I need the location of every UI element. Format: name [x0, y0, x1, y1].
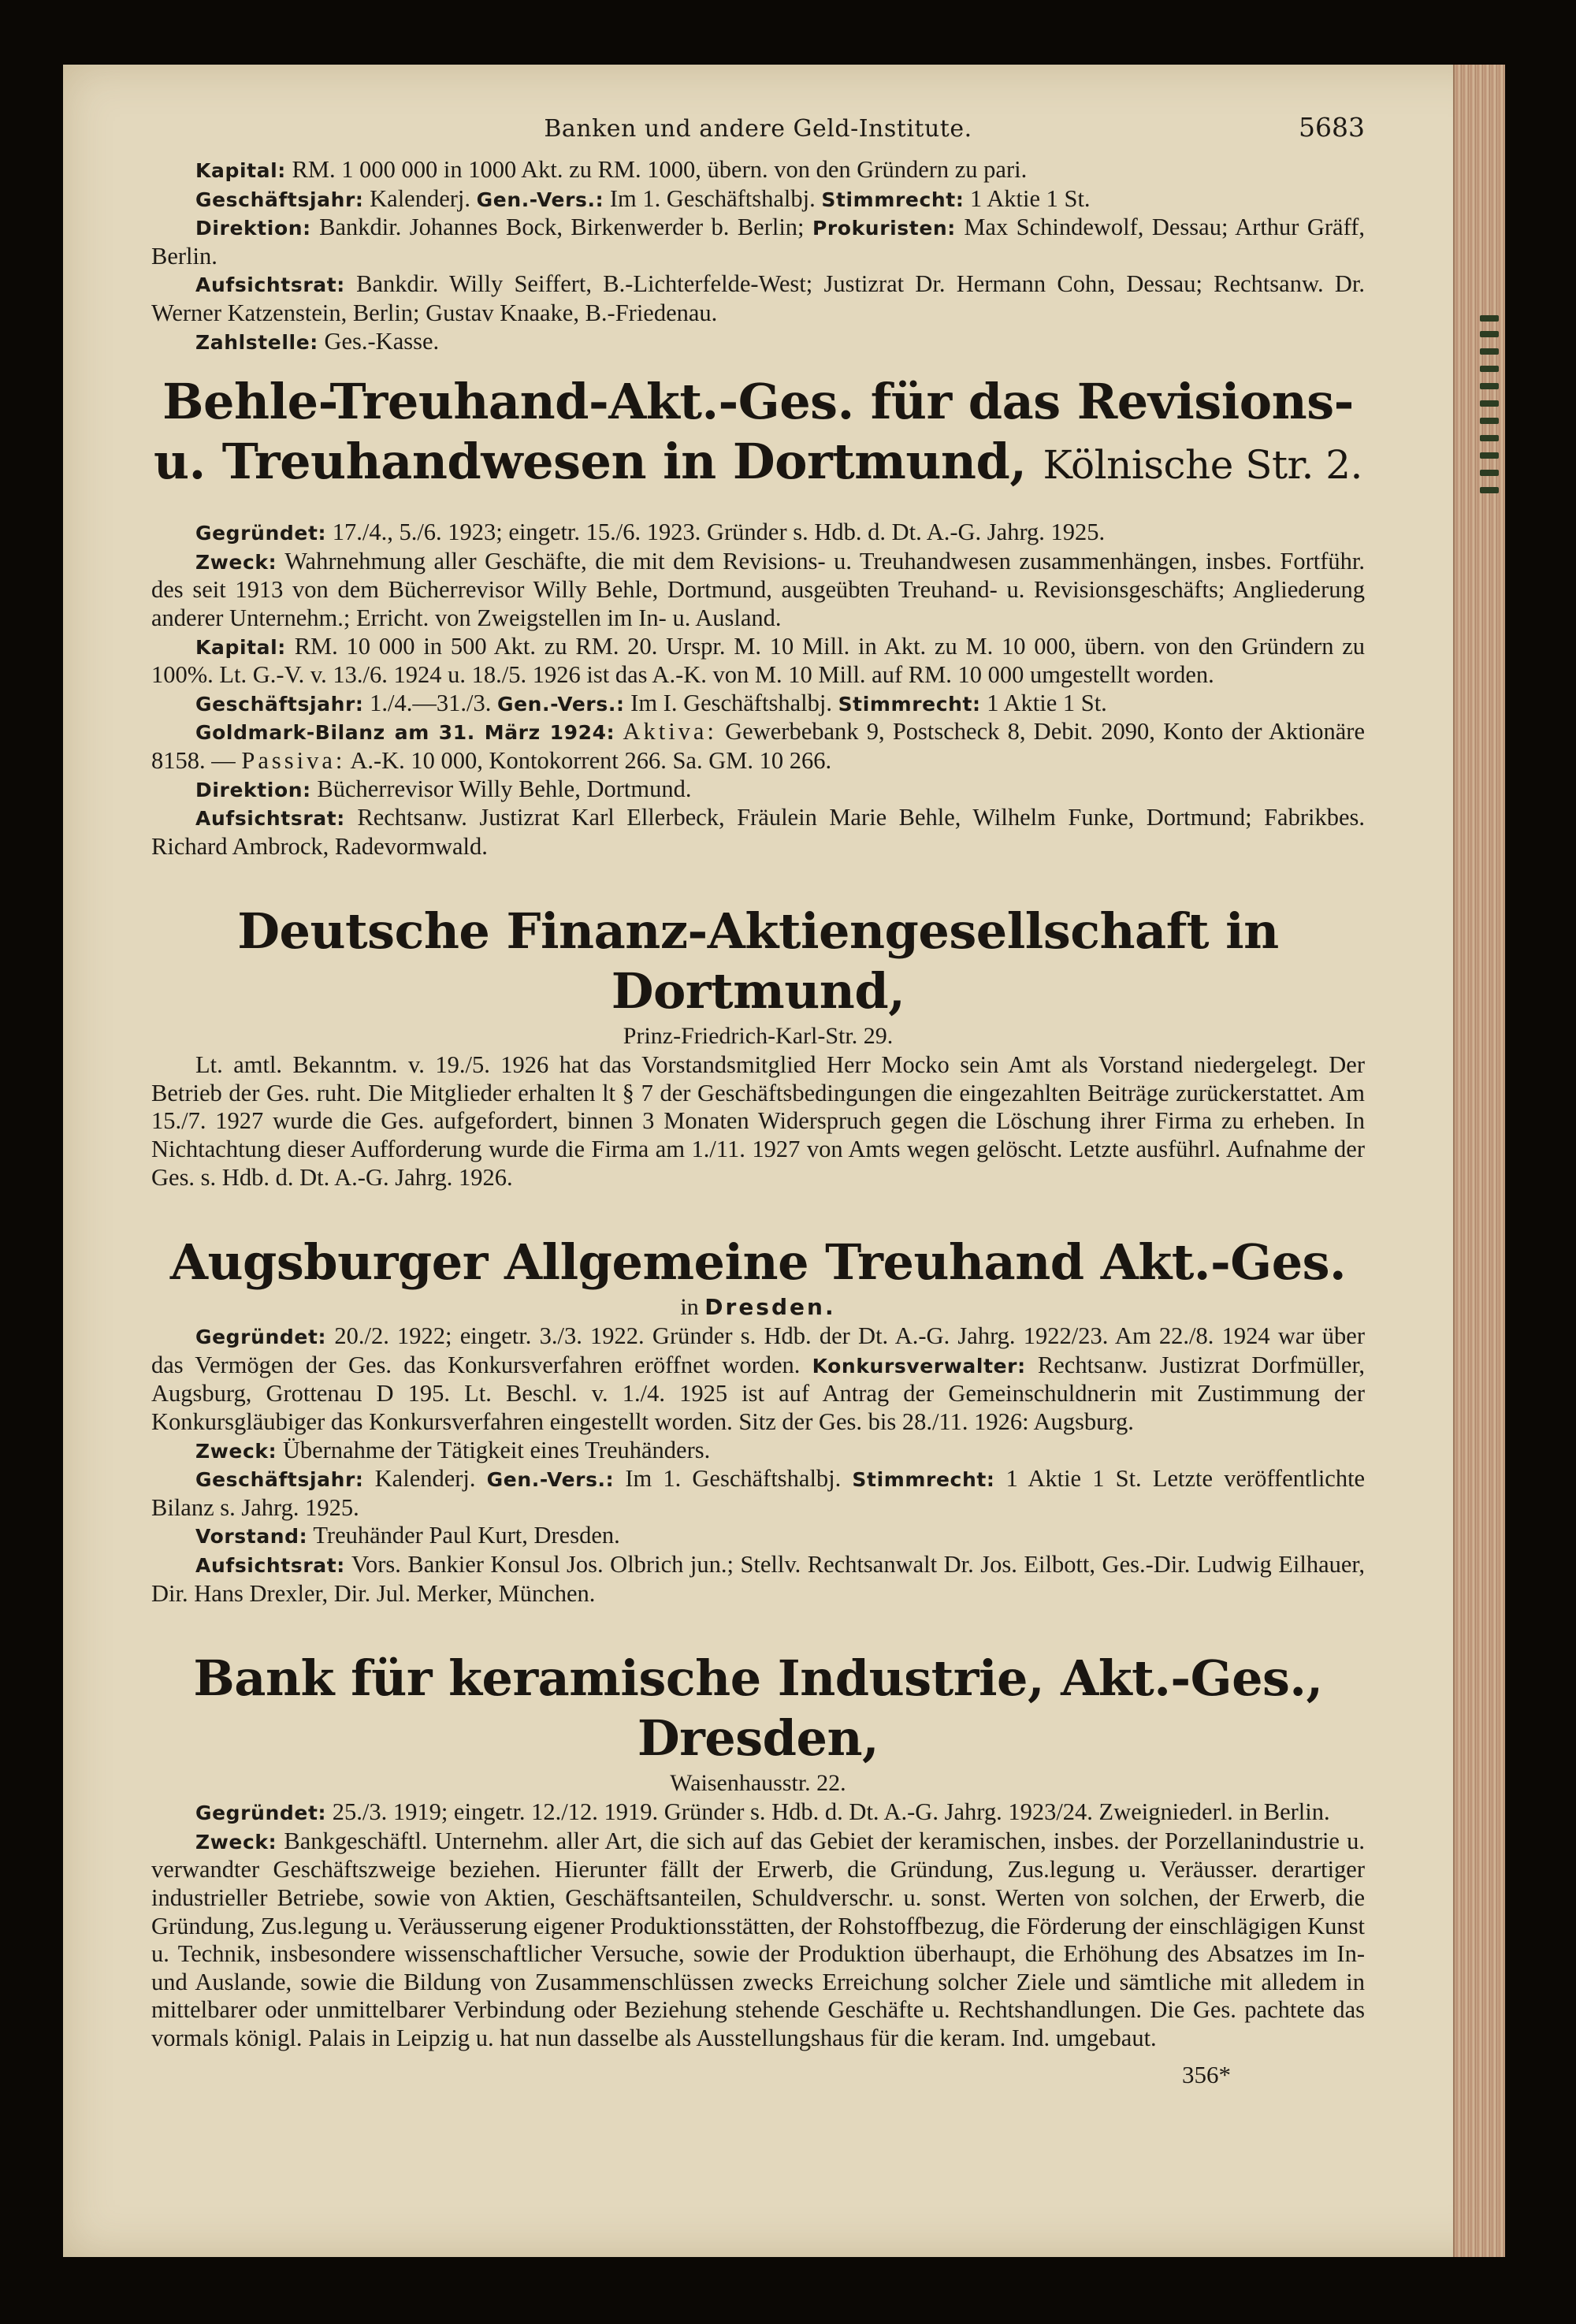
- field-label: Prokuristen:: [812, 217, 956, 240]
- field-value: RM. 10 000 in 500 Akt. zu RM. 20. Urspr. M. 10 Mill. in Akt. zu M. 10 000, übern. von den Gründern zu 100%. Lt. G.-V. v. 13./6. 1924 u. 18./5. 1926 ist das A.-K. von M. 10 Mill. auf RM. 10 000 umgestellt worden.: [151, 632, 1366, 689]
- entry-bank-keramische-industrie: [151, 1649, 1365, 2052]
- field-value: Vors. Bankier Konsul Jos. Olbrich jun.; Stellv. Rechtsanwalt Dr. Jos. Eilbott, Ges.-Dir. Ludwig Eilhauer, Dir. Hans Drexler, Dir. Jul. Merker, München.: [151, 1551, 1365, 1607]
- gegruendet-paragraph: [151, 1322, 1365, 1436]
- field-value: 1 Aktie 1 St.: [970, 184, 1091, 212]
- field-label: Gegründet:: [195, 1802, 327, 1825]
- running-head-title: Banken und andere Geld-Institute.: [544, 115, 972, 143]
- running-head: [151, 107, 1365, 156]
- field-label: Direktion:: [195, 217, 311, 240]
- field-value: 25./3. 1919; eingetr. 12./12. 1919. Gründer s. Hdb. d. Dt. A.-G. Jahrg. 1923/24. Zweigniederl. in Berlin.: [332, 1798, 1330, 1826]
- field-value: Bücherrevisor Willy Behle, Dortmund.: [317, 775, 692, 802]
- edge-mark: [1480, 400, 1499, 407]
- zahlstelle-paragraph: [151, 328, 1365, 357]
- field-label: Zweck:: [195, 1830, 277, 1854]
- page-number: 5683: [1299, 112, 1365, 143]
- field-label: Geschäftsjahr:: [195, 692, 364, 716]
- direktion-paragraph: [151, 214, 1365, 270]
- edge-mark: [1480, 366, 1499, 372]
- field-value: 1./4.—31./3.: [370, 689, 492, 716]
- field-label: Gen.-Vers.:: [476, 188, 604, 211]
- field-label: Geschäftsjahr:: [195, 188, 364, 211]
- entry-address: Prinz-Friedrich-Karl-Str. 29.: [623, 1023, 894, 1050]
- sheet-signature: 356*: [1182, 2060, 1231, 2088]
- field-label: Zweck:: [195, 550, 277, 574]
- heading-address: Kölnische Str. 2.: [1043, 442, 1362, 489]
- entry-behle-treuhand: [151, 372, 1365, 861]
- field-label: Kapital:: [195, 635, 286, 659]
- edge-mark: [1480, 383, 1499, 389]
- in-word: in: [680, 1294, 699, 1321]
- gegruendet-paragraph: [151, 1798, 1365, 1828]
- vorstand-paragraph: [151, 1522, 1365, 1551]
- edge-mark: [1480, 331, 1499, 337]
- page-content: [151, 107, 1365, 2088]
- passiva-label: Passiva:: [241, 746, 346, 774]
- field-label: Kapital:: [195, 159, 286, 182]
- zweck-paragraph: [151, 1437, 1365, 1466]
- edge-mark: [1480, 418, 1499, 424]
- edge-mark: [1480, 487, 1499, 493]
- gegruendet-paragraph: [151, 519, 1365, 548]
- field-label: Goldmark-Bilanz am 31. März 1924:: [195, 721, 615, 745]
- book-page: [63, 65, 1505, 2257]
- entry-heading: Augsburger Allgemeine Treuhand Akt.-Ges.: [169, 1233, 1347, 1292]
- field-label: Aufsichtsrat:: [195, 807, 345, 831]
- field-value: Treuhänder Paul Kurt, Dresden.: [313, 1522, 620, 1549]
- entry-heading: Bank für keramische Industrie, Akt.-Ges., Dresden,: [193, 1649, 1323, 1768]
- aufsichtsrat-paragraph: [151, 270, 1365, 327]
- entry-city: Dresden.: [704, 1294, 836, 1321]
- field-value: Wahrnehmung aller Geschäfte, die mit dem Revisions- u. Treuhandwesen zusammenhängen, insbes. Fortführ. des seit 1913 von dem Bücherrevisor Willy Behle, Dortmund, ausgeübten Treuhand- u. Revisionsgeschäfts; Angliederung anderer Unternehm.; Erricht. von Zweigstellen im In- u. Ausland.: [151, 547, 1366, 631]
- edge-mark: [1480, 435, 1499, 441]
- zweck-paragraph: [151, 1828, 1365, 2053]
- aufsichtsrat-paragraph: [151, 1551, 1365, 1608]
- edge-mark: [1480, 348, 1499, 355]
- field-label: Gen.-Vers.:: [486, 1468, 615, 1492]
- entry-address: Waisenhausstr. 22.: [670, 1770, 846, 1797]
- field-value: Kalenderj.: [374, 1465, 476, 1493]
- field-value: 1 Aktie 1 St.: [987, 689, 1107, 716]
- edge-mark: [1480, 470, 1499, 476]
- bilanz-paragraph: [151, 718, 1365, 775]
- field-label: Gegründet:: [195, 1326, 327, 1349]
- field-label: Aufsichtsrat:: [195, 1554, 345, 1577]
- kapital-paragraph: [151, 633, 1365, 690]
- aufsichtsrat-paragraph: [151, 804, 1365, 861]
- entry-heading: Deutsche Finanz-Aktiengesellschaft in Dortmund,: [237, 902, 1279, 1021]
- field-value: Im I. Geschäftshalbj.: [630, 689, 832, 716]
- field-value: Im 1. Geschäftshalbj.: [609, 184, 816, 212]
- field-label: Geschäftsjahr:: [195, 1468, 364, 1492]
- direktion-paragraph: [151, 775, 1365, 805]
- zweck-paragraph: [151, 548, 1365, 633]
- field-value: Ges.-Kasse.: [324, 327, 440, 355]
- field-label: Stimmrecht:: [838, 692, 981, 716]
- aktiva-label: Aktiva:: [623, 718, 717, 746]
- geschaeftsjahr-paragraph: [151, 1465, 1365, 1522]
- field-value: A.-K. 10 000, Kontokorrent 266. Sa. GM. 10 266.: [350, 746, 832, 774]
- entry-deutsche-finanz: [151, 902, 1365, 1192]
- field-value: Bankdir. Johannes Bock, Birkenwerder b. Berlin;: [319, 214, 805, 241]
- field-label: Vorstand:: [195, 1525, 308, 1549]
- field-label: Zahlstelle:: [195, 330, 318, 354]
- entry-heading: [151, 372, 1365, 495]
- field-value: 17./4., 5./6. 1923; eingetr. 15./6. 1923. Gründer s. Hdb. d. Dt. A.-G. Jahrg. 1925.: [332, 519, 1106, 546]
- page-edge: [1453, 65, 1505, 2257]
- field-label: Aufsichtsrat:: [195, 273, 345, 297]
- field-label: Gen.-Vers.:: [496, 692, 625, 716]
- field-value: Übernahme der Tätigkeit eines Treuhänders.: [282, 1436, 711, 1463]
- field-label: Zweck:: [195, 1439, 277, 1463]
- kapital-paragraph: [151, 156, 1365, 185]
- field-value: Gewerbebank 9, Postscheck 8, Debit. 2090, Konto der Aktionäre 8158. —: [151, 718, 1366, 774]
- field-value: RM. 1 000 000 in 1000 Akt. zu RM. 1000, übern. von den Gründern zu pari.: [292, 156, 1028, 183]
- field-label: Konkursverwalter:: [812, 1354, 1026, 1378]
- field-value: Rechtsanw. Justizrat Dorfmüller, Augsburg, Grottenau D 195. Lt. Beschl. v. 1./4. 1925 ist auf Antrag der Gemeinschuldnerin mit Zustimmung der Konkursgläubiger das Konkursverfahren eingestellt worden. Sitz der Ges. bis 28./11. 1926: Augsburg.: [151, 1351, 1366, 1436]
- entry-continued: [151, 156, 1365, 356]
- entry-text: Lt. amtl. Bekanntm. v. 19./5. 1926 hat das Vorstandsmitglied Herr Mocko sein Amt als Vorstand niedergelegt. Der Betrieb der Ges. ruht. Die Mitglieder erhalten lt § 7 der Geschäftsbedingungen die eingezahlten Beiträge zurückerstattet. Am 15./7. 1927 wurde die Ges. aufgefordert, binnen 3 Monaten Widerspruch gegen die Löschung ihrer Firma zu erheben. In Nichtachtung dieser Aufforderung wurde die Firma am 1./11. 1927 von Amts wegen gelöscht. Letzte ausführl. Aufnahme der Ges. s. Hdb. d. Dt. A.-G. Jahrg. 1926.: [151, 1051, 1365, 1191]
- entry-location: [151, 1292, 1365, 1322]
- field-label: Direktion:: [195, 778, 311, 801]
- field-label: Gegründet:: [195, 522, 327, 545]
- field-value: Bankgeschäftl. Unternehm. aller Art, die sich auf das Gebiet der keramischen, insbes. der Porzellanindustrie u. verwandter Geschäftszweige beziehen. Hierunter fällt der Erwerb, die Gründung, Zus.legung u. Veräusser. derartiger industrieller Betriebe, sowie von Aktien, Geschäftsanteilen, Schuldverschr. u. sonst. Werten von solchen, der Erwerb, die Gründung, Zus.legung u. Veräusserung eigener Produktionsstätten, der Rohstoffbezug, die Förderung der einschlägigen Kunst u. Technik, insbesondere wissenschaftlicher Versuche, sowie der Produktion überhaupt, die Erhöhung des Absatzes im In- und Auslande, sowie die Bildung von Zusammenschlüssen zwecks Erreichung solcher Ziele und sämtliche mit alledem in mittelbarer oder unmittelbarer Verbindung oder Beziehung stehende Geschäfte u. Rechtshandlungen. Die Ges. pachtete das vormals königl. Palais in Leipzig u. hat nun dasselbe als Ausstellungshaus für die keram. Ind. umgebaut.: [151, 1827, 1366, 2051]
- field-value: Kalenderj.: [370, 184, 471, 212]
- field-label: Stimmrecht:: [821, 188, 965, 211]
- field-value: Im 1. Geschäftshalbj.: [625, 1465, 842, 1493]
- field-value: Letzte veröffentlichte Bilanz s. Jahrg. 1925.: [151, 1465, 1366, 1521]
- field-label: Stimmrecht:: [852, 1468, 995, 1492]
- field-value: Bankdir. Willy Seiffert, B.-Lichterfelde-West; Justizrat Dr. Hermann Cohn, Dessau; Rechtsanw. Dr. Werner Katzenstein, Berlin; Gustav Knaake, B.-Friedenau.: [151, 270, 1365, 326]
- geschaeftsjahr-paragraph: [151, 185, 1365, 214]
- field-value: 20./2. 1922; eingetr. 3./3. 1922. Gründer s. Hdb. der Dt. A.-G. Jahrg. 1922/23. Am 22./8. 1924 war über das Vermögen der Ges. das Konkursverfahren eröffnet worden.: [151, 1322, 1365, 1378]
- heading-text: Behle-Treuhand-Akt.-Ges. für das Revisions- u. Treuhandwesen in Dortmund,: [154, 373, 1354, 491]
- geschaeftsjahr-paragraph: [151, 690, 1365, 719]
- edge-mark: [1480, 315, 1499, 322]
- entry-augsburger-treuhand: [151, 1233, 1365, 1608]
- edge-mark: [1480, 452, 1499, 459]
- field-value: Rechtsanw. Justizrat Karl Ellerbeck, Fräulein Marie Behle, Wilhelm Funke, Dortmund; Fabrikbes. Richard Ambrock, Radevormwald.: [151, 804, 1366, 860]
- field-value: Max Schindewolf, Dessau; Arthur Gräff, Berlin.: [151, 214, 1365, 270]
- field-value: 1 Aktie 1 St.: [1005, 1465, 1142, 1493]
